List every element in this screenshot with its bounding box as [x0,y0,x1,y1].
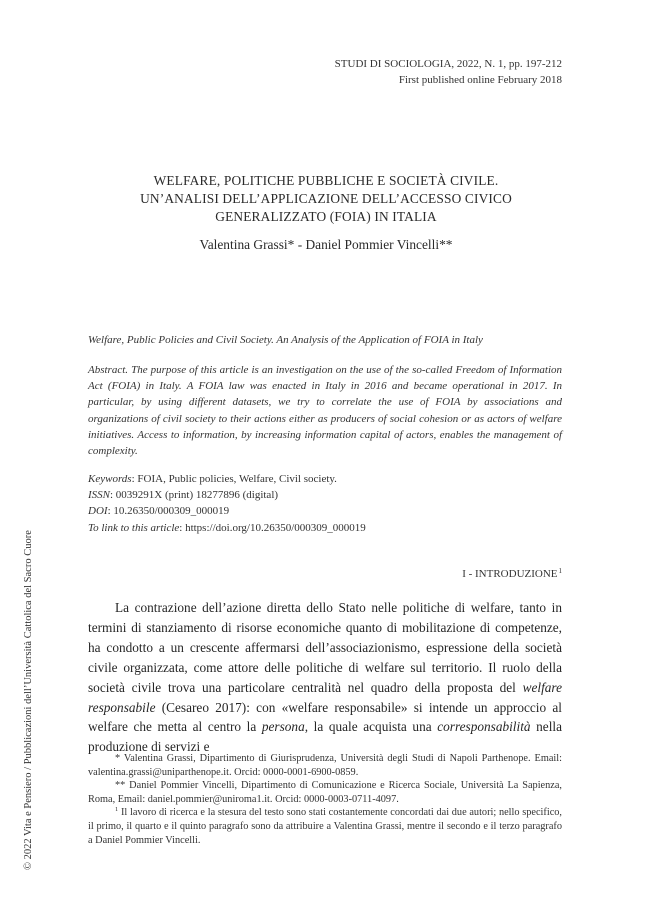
emphasis-text: persona [261,719,305,735]
section-heading [462,567,562,581]
footnote: ** Daniel Pommier Vincelli, Dipartimento di Comunicazione e Ricerca Sociale, Università La Sapienza, Roma, Email: daniel.pommier@uniroma1.it. Orcid: 0000-0003-0711-4097. [88,780,562,805]
keywords-value: : FOIA, Public policies, Welfare, Civil society. [131,473,337,485]
article-link[interactable]: : https://doi.org/10.26350/000309_000019 [179,521,366,534]
body-text: , la quale acquista una [304,719,438,735]
journal-citation: STUDI DI SOCIOLOGIA, 2022, N. 1, pp. 197-212 [334,58,562,70]
english-title: Welfare, Public Policies and Civil Society. An Analysis of the Application of FOIA in Italy [88,334,483,346]
section-title: I - INTRODUZIONE [462,568,558,580]
body-text: nella produzione di servizi e [88,719,562,755]
issn-label: ISSN [88,489,110,502]
published-date: First published online February 2018 [398,74,562,86]
body-text: La contrazione dell’azione diretta dello Stato nelle politiche di welfare, tanto in termini di stanziamento di risorse economiche quanto di mobilitazione di competenze, ha condotto a un crescente affermarsi dell’associazionismo, espressione della società civile organizzata, come attore delle politiche di welfare sul territorio. Il ruolo della società civile trova una particolare centralità nel quadro della proposta del [88,600,562,695]
link-label: To link to this article [88,521,180,534]
footnotes [88,752,562,847]
title-line: UN’ANALISI DELL’APPLICAZIONE DELL’ACCESSO CIVICO [140,191,512,206]
issn-row [88,487,562,503]
footnote-number: 1 [115,806,119,814]
article-metadata [88,471,562,536]
emphasis-text: welfare responsabile [88,679,562,715]
body-paragraph [88,598,562,757]
journal-header [335,56,562,88]
title-block [110,172,542,254]
footnote [88,806,562,847]
article-authors: Valentina Grassi* - Daniel Pommier Vincelli** [199,237,453,252]
link-row [88,520,562,536]
doi-row [88,503,562,519]
emphasis-text: corresponsabilità [437,719,531,735]
body-text: (Cesareo 2017): con «welfare responsabile» si intende un approccio al welfare che metta al centro la [88,699,562,735]
keywords-row [88,471,562,487]
title-line: GENERALIZZATO (FOIA) IN ITALIA [215,209,437,224]
doi-value: : 10.26350/000309_000019 [107,505,230,518]
footnote: * Valentina Grassi, Dipartimento di Giurisprudenza, Università degli Studi di Napoli Parthenope. Email: valentina.grassi@uniparthenope.it. Orcid: 0000-0001-6900-0859. [88,753,562,778]
copyright-side-text: © 2022 Vita e Pensiero / Pubblicazioni dell’Università Cattolica del Sacro Cuore [23,530,34,870]
footnote-marker: 1 [558,567,562,575]
issn-value: : 0039291X (print) 18277896 (digital) [110,489,279,502]
title-line: WELFARE, POLITICHE PUBBLICHE E SOCIETÀ CIVILE. [153,173,499,188]
article-title [110,172,542,226]
doi-label: DOI [88,505,108,518]
footnote-text: Il lavoro di ricerca e la stesura del testo sono stati costantemente concordati dai due autori; nello specifico, il primo, il quarto e il quinto paragrafo sono da attribuire a Valentina Grassi, mentre il secondo e il terzo paragrafo a Daniel Pommier Vincelli. [88,807,562,846]
keywords-label: Keywords [88,473,132,485]
abstract: Abstract. The purpose of this article is an investigation on the use of the so-called Freedom of Information Act (FOIA) in Italy. A FOIA law was enacted in Italy in 2016 and became operational in 2017. In particular, by using different datasets, we try to correlate the use of FOIA by associations and organizations of civil society to their actions either as producers of social cohesion or as actors of welfare initiatives. Access to information, by increasing information capital of actors, enables the management of complexity. [88,364,562,458]
